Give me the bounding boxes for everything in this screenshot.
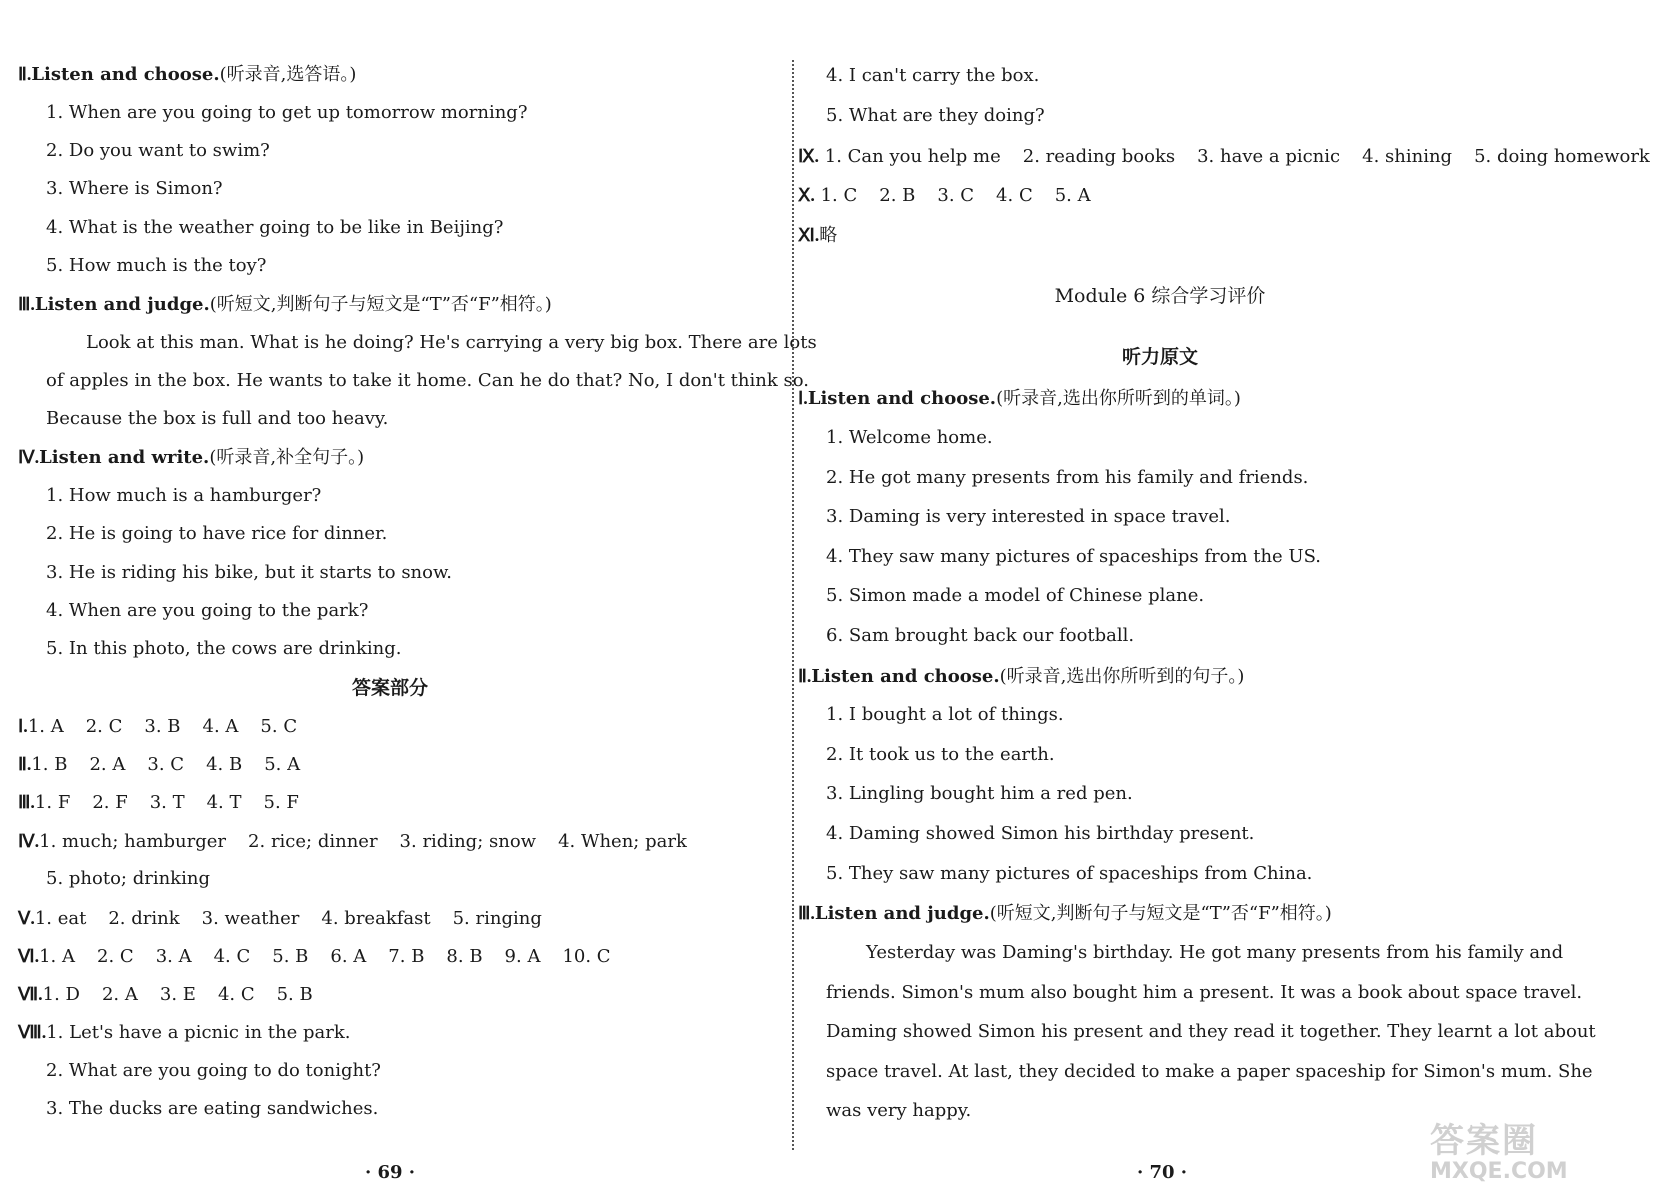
paragraph-line: Because the box is full and too heavy. xyxy=(46,408,389,429)
answer-row xyxy=(46,868,232,890)
answer-item: 1. much; hamburger xyxy=(39,831,227,852)
paragraph-line: Look at this man. What is he doing? He's carrying a very big box. There are lots xyxy=(86,332,817,353)
list-item: 1. When are you going to get up tomorrow morning? xyxy=(46,102,528,123)
answer-item: 1. D xyxy=(42,984,80,1005)
list-item: 4. I can't carry the box. xyxy=(826,65,1040,86)
list-item: 2. Do you want to swim? xyxy=(46,140,270,161)
answer-item: 1. A xyxy=(39,946,76,967)
list-item: 5. How much is the toy? xyxy=(46,255,267,276)
list-item: 2. He is going to have rice for dinner. xyxy=(46,523,388,544)
answer-item: 1. B xyxy=(31,754,68,775)
module-title: Module 6 综合学习评价 xyxy=(1054,285,1266,307)
answer-item: 1. Let's have a picnic in the park. xyxy=(46,1022,351,1043)
answer-item: 5. B xyxy=(272,946,309,967)
section-3-header: Ⅲ.Listen and judge.(听短文,判断句子与短文是“T”否“F”相符。) xyxy=(18,294,552,315)
section-1-header: Ⅰ.Listen and choose.(听录音,选出你所听到的单词。) xyxy=(798,388,1241,409)
answer-item: 4. T xyxy=(206,792,242,813)
answer-item: 2. C xyxy=(97,946,134,967)
answer-item: 7. B xyxy=(388,946,425,967)
answer-item: 1. A xyxy=(27,716,64,737)
section-3-header: Ⅲ.Listen and judge.(听短文,判断句子与短文是“T”否“F”相符。) xyxy=(798,903,1332,924)
answer-item: 1. F xyxy=(34,792,71,813)
answer-item: 3. B xyxy=(144,716,181,737)
list-item: 3. Where is Simon? xyxy=(46,178,223,199)
answer-row-number: Ⅰ. xyxy=(18,716,28,736)
section-2-header: Ⅱ.Listen and choose.(听录音,选答语。) xyxy=(18,64,357,85)
answer-item: 5. ringing xyxy=(452,908,542,929)
list-item: 3. Daming is very interested in space travel. xyxy=(826,506,1231,527)
answer-item: 2. rice; dinner xyxy=(248,831,378,852)
answer-row xyxy=(46,1098,400,1120)
list-item: 3. Lingling bought him a red pen. xyxy=(826,783,1133,804)
answer-item: 3. weather xyxy=(201,908,300,929)
answer-item: 4. B xyxy=(206,754,243,775)
answer-item: 4. breakfast xyxy=(321,908,431,929)
list-item: 6. Sam brought back our football. xyxy=(826,625,1135,646)
list-item: 1. I bought a lot of things. xyxy=(826,704,1064,725)
answer-item: 8. B xyxy=(446,946,483,967)
answer-row-number: Ⅶ. xyxy=(18,984,43,1004)
answer-row-number: Ⅷ. xyxy=(18,1022,47,1042)
list-item: 5. In this photo, the cows are drinking. xyxy=(46,638,402,659)
paragraph-line: Daming showed Simon his present and they read it together. They learnt a lot about xyxy=(826,1021,1596,1042)
answer-item: 2. A xyxy=(101,984,138,1005)
answers-heading: 答案部分 xyxy=(351,677,428,699)
answer-item: 2. A xyxy=(89,754,126,775)
answer-item: 3. E xyxy=(159,984,196,1005)
answer-row xyxy=(18,830,709,853)
list-item: 5. Simon made a model of Chinese plane. xyxy=(826,585,1205,606)
answer-row-11: Ⅺ.略 xyxy=(798,225,838,246)
answer-item: 5. B xyxy=(276,984,313,1005)
page-number: · 69 · xyxy=(364,1162,416,1183)
answer-row xyxy=(46,1060,403,1082)
listening-heading: 听力原文 xyxy=(1121,346,1198,368)
list-item: 2. He got many presents from his family and friends. xyxy=(826,467,1309,488)
watermark-logo xyxy=(1430,1122,1590,1192)
answer-item: 4. C xyxy=(213,946,251,967)
list-item: 1. Welcome home. xyxy=(826,427,993,448)
answer-row xyxy=(18,1021,372,1044)
answer-item: 4. When; park xyxy=(558,831,687,852)
answer-row-number: Ⅵ. xyxy=(18,946,40,966)
section-4-header: Ⅳ.Listen and write.(听录音,补全句子。) xyxy=(18,447,365,468)
answer-item: 3. The ducks are eating sandwiches. xyxy=(46,1098,379,1119)
list-item: 5. What are they doing? xyxy=(826,105,1045,126)
list-item: 4. When are you going to the park? xyxy=(46,600,369,621)
list-item: 4. They saw many pictures of spaceships from the US. xyxy=(826,546,1322,567)
answer-row-number: Ⅴ. xyxy=(18,908,35,928)
paragraph-line: of apples in the box. He wants to take it home. Can he do that? No, I don't think so. xyxy=(46,370,809,391)
answer-item: 2. drink xyxy=(108,908,180,929)
answer-item: 6. A xyxy=(330,946,367,967)
answer-row-number: Ⅲ. xyxy=(18,792,35,812)
answer-item: 9. A xyxy=(504,946,541,967)
left-page xyxy=(0,0,817,1198)
answer-item: 5. F xyxy=(263,792,299,813)
answer-item: 2. What are you going to do tonight? xyxy=(46,1060,381,1081)
answer-row-number: Ⅳ. xyxy=(18,831,40,851)
answer-row-9: Ⅸ. 1. Can you help me 2. reading books 3. have a picnic 4. shining 5. doing homework xyxy=(798,146,1650,167)
paragraph-line: friends. Simon's mum also bought him a present. It was a book about space travel. xyxy=(826,982,1583,1003)
answer-item: 3. T xyxy=(149,792,185,813)
watermark-bottom: MXQE.COM xyxy=(1430,1159,1568,1184)
right-page xyxy=(798,0,1650,1198)
answer-row xyxy=(18,753,322,776)
answer-item: 1. eat xyxy=(34,908,87,929)
answer-row xyxy=(18,945,633,968)
answer-item: 2. C xyxy=(85,716,123,737)
answer-item: 10. C xyxy=(562,946,611,967)
answer-item: 5. C xyxy=(260,716,298,737)
answer-item: 5. A xyxy=(264,754,301,775)
paragraph-line: Yesterday was Daming's birthday. He got many presents from his family and xyxy=(866,942,1564,963)
answer-item: 5. photo; drinking xyxy=(46,868,210,889)
answer-row-10: Ⅹ. 1. C 2. B 3. C 4. C 5. A xyxy=(798,185,1091,206)
answer-row xyxy=(18,983,335,1006)
answer-item: 4. C xyxy=(217,984,255,1005)
watermark-top: 答案圈 xyxy=(1430,1121,1538,1161)
list-item: 4. Daming showed Simon his birthday present. xyxy=(826,823,1255,844)
answer-row xyxy=(18,715,319,738)
list-item: 4. What is the weather going to be like in Beijing? xyxy=(46,217,504,238)
section-2-header: Ⅱ.Listen and choose.(听录音,选出你所听到的句子。) xyxy=(798,666,1245,687)
list-item: 2. It took us to the earth. xyxy=(826,744,1055,765)
answer-row-number: Ⅱ. xyxy=(18,754,32,774)
list-item: 3. He is riding his bike, but it starts to snow. xyxy=(46,562,452,583)
answer-item: 3. riding; snow xyxy=(399,831,537,852)
page-divider xyxy=(792,60,794,1150)
answer-item: 2. F xyxy=(92,792,128,813)
list-item: 1. How much is a hamburger? xyxy=(46,485,322,506)
answer-item: 3. A xyxy=(155,946,192,967)
paragraph-line: space travel. At last, they decided to make a paper spaceship for Simon's mum. She xyxy=(826,1061,1593,1082)
answer-row xyxy=(18,791,321,814)
answer-item: 4. A xyxy=(202,716,239,737)
page-number: · 70 · xyxy=(1136,1162,1188,1183)
answer-row xyxy=(18,907,564,930)
answer-item: 3. C xyxy=(147,754,185,775)
paragraph-line: was very happy. xyxy=(826,1100,972,1121)
list-item: 5. They saw many pictures of spaceships from China. xyxy=(826,863,1313,884)
